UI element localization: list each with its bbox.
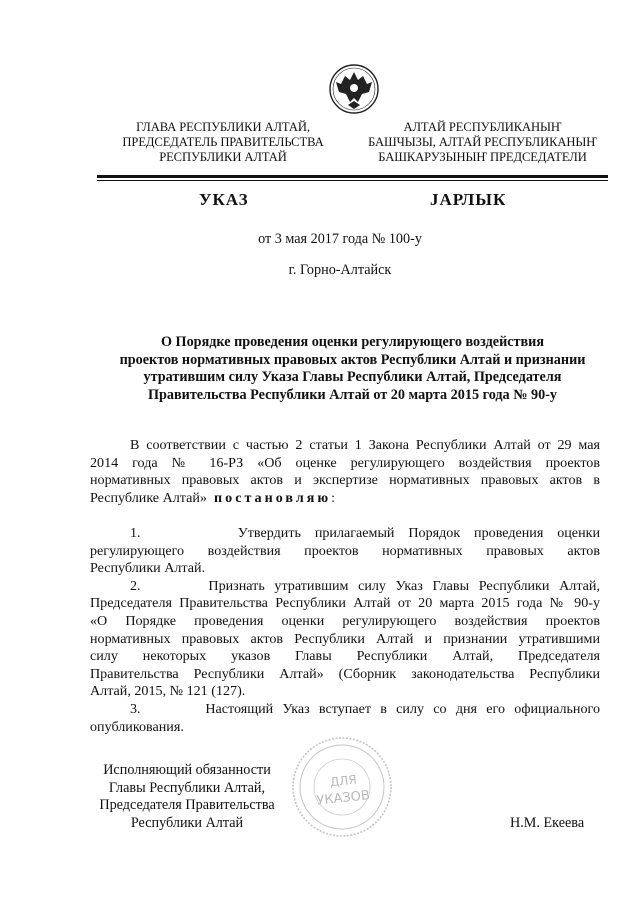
doc-title-line: Правительства Республики Алтай от 20 марта 2015 года № 90-у	[147, 386, 558, 403]
doc-city: г. Горно-Алтайск	[288, 262, 392, 278]
preamble-last-line	[90, 490, 600, 508]
preamble-tail: Республике Алтай»	[90, 489, 207, 506]
header-right-line: БАШЧЫЗЫ, АЛТАЙ РЕСПУБЛИКАНЫҤ	[368, 135, 597, 149]
item-line: регулирующего воздействия проектов нормативных правовых актов	[90, 542, 600, 559]
item-2	[90, 578, 600, 701]
header-left-line: ПРЕДСЕДАТЕЛЬ ПРАВИТЕЛЬСТВА	[122, 135, 324, 149]
header-divider-thin	[97, 180, 608, 181]
doc-body	[90, 437, 600, 736]
header-right-line: АЛТАЙ РЕСПУБЛИКАНЫҤ	[403, 120, 562, 134]
header-left-line: РЕСПУБЛИКИ АЛТАЙ	[159, 150, 287, 164]
preamble-line: 2014 года № 16-РЗ «Об оценке регулирующего воздействия проектов	[90, 454, 600, 471]
item-line: нормативных правовых актов Республики Алтай и признании утратившими	[90, 630, 600, 647]
preamble-line: нормативных правовых актов и экспертизе нормативных правовых актов в	[90, 472, 600, 489]
stamp-line-1: ДЛЯ	[329, 772, 358, 790]
doc-type-title-alt: ЈАРЛЫК	[430, 190, 507, 209]
header-left-line: ГЛАВА РЕСПУБЛИКИ АЛТАЙ,	[136, 120, 310, 134]
official-stamp	[290, 735, 394, 839]
signatory-name: Н.М. Екеева	[510, 815, 585, 831]
doc-title-line: проектов нормативных правовых актов Республики Алтай и признании	[119, 351, 586, 368]
signature-position-line: Главы Республики Алтай,	[108, 779, 266, 796]
emblem-eagle-icon	[328, 58, 380, 120]
header-divider-thick	[97, 175, 608, 178]
doc-type-title-ru: УКАЗ	[199, 190, 249, 209]
header-left-block	[118, 120, 328, 165]
item-1	[90, 525, 600, 578]
preamble-line: В соответствии с частью 2 статьи 1 Закона Республики Алтай от 29 мая	[130, 437, 600, 453]
header-right-block	[360, 120, 605, 165]
signature-position-line: Председателя Правительства	[99, 797, 275, 814]
item-line: 2. Признать утратившим силу Указ Главы Республики Алтай,	[130, 577, 600, 594]
item-3	[90, 701, 600, 736]
item-line: «О Порядке проведения оценки регулирующего воздействия проектов	[90, 612, 600, 629]
item-line: Председателя Правительства Республики Алтай от 20 марта 2015 года № 90-у	[90, 595, 600, 612]
item-last-line: опубликования.	[90, 718, 184, 735]
signature-position-line: Исполняющий обязанности	[103, 762, 271, 778]
doc-date: от 3 мая 2017 года № 100-у	[258, 231, 422, 247]
doc-title-line: О Порядке проведения оценки регулирующего воздействия	[160, 334, 545, 350]
signature-position-line: Республики Алтай	[130, 814, 244, 831]
preamble-paragraph	[90, 437, 600, 507]
decree-word: постановляю	[214, 489, 332, 506]
item-line: 3. Настоящий Указ вступает в силу со дня его официального	[130, 700, 600, 717]
item-line: силу некоторых указов Главы Республики Алтай, Председателя	[90, 648, 600, 665]
doc-title-line: утратившим силу Указа Главы Республики Алтай, Председателя	[143, 369, 562, 385]
doc-subject-title	[97, 334, 608, 404]
header-right-line: БАШКАРУЗЫНЫҤ ПРЕДСЕДАТЕЛИ	[378, 150, 587, 164]
item-last-line: Алтай, 2015, № 121 (127).	[90, 683, 246, 700]
item-last-line: Республики Алтай.	[90, 560, 206, 577]
signature-position	[92, 762, 282, 832]
item-line: 1. Утвердить прилагаемый Порядок проведения оценки	[130, 524, 600, 541]
item-line: Правительства Республики Алтай» (Сборник законодательства Республики	[90, 665, 600, 682]
stamp-line-2: УКАЗОВ	[315, 788, 371, 809]
decree-colon: :	[331, 489, 336, 506]
